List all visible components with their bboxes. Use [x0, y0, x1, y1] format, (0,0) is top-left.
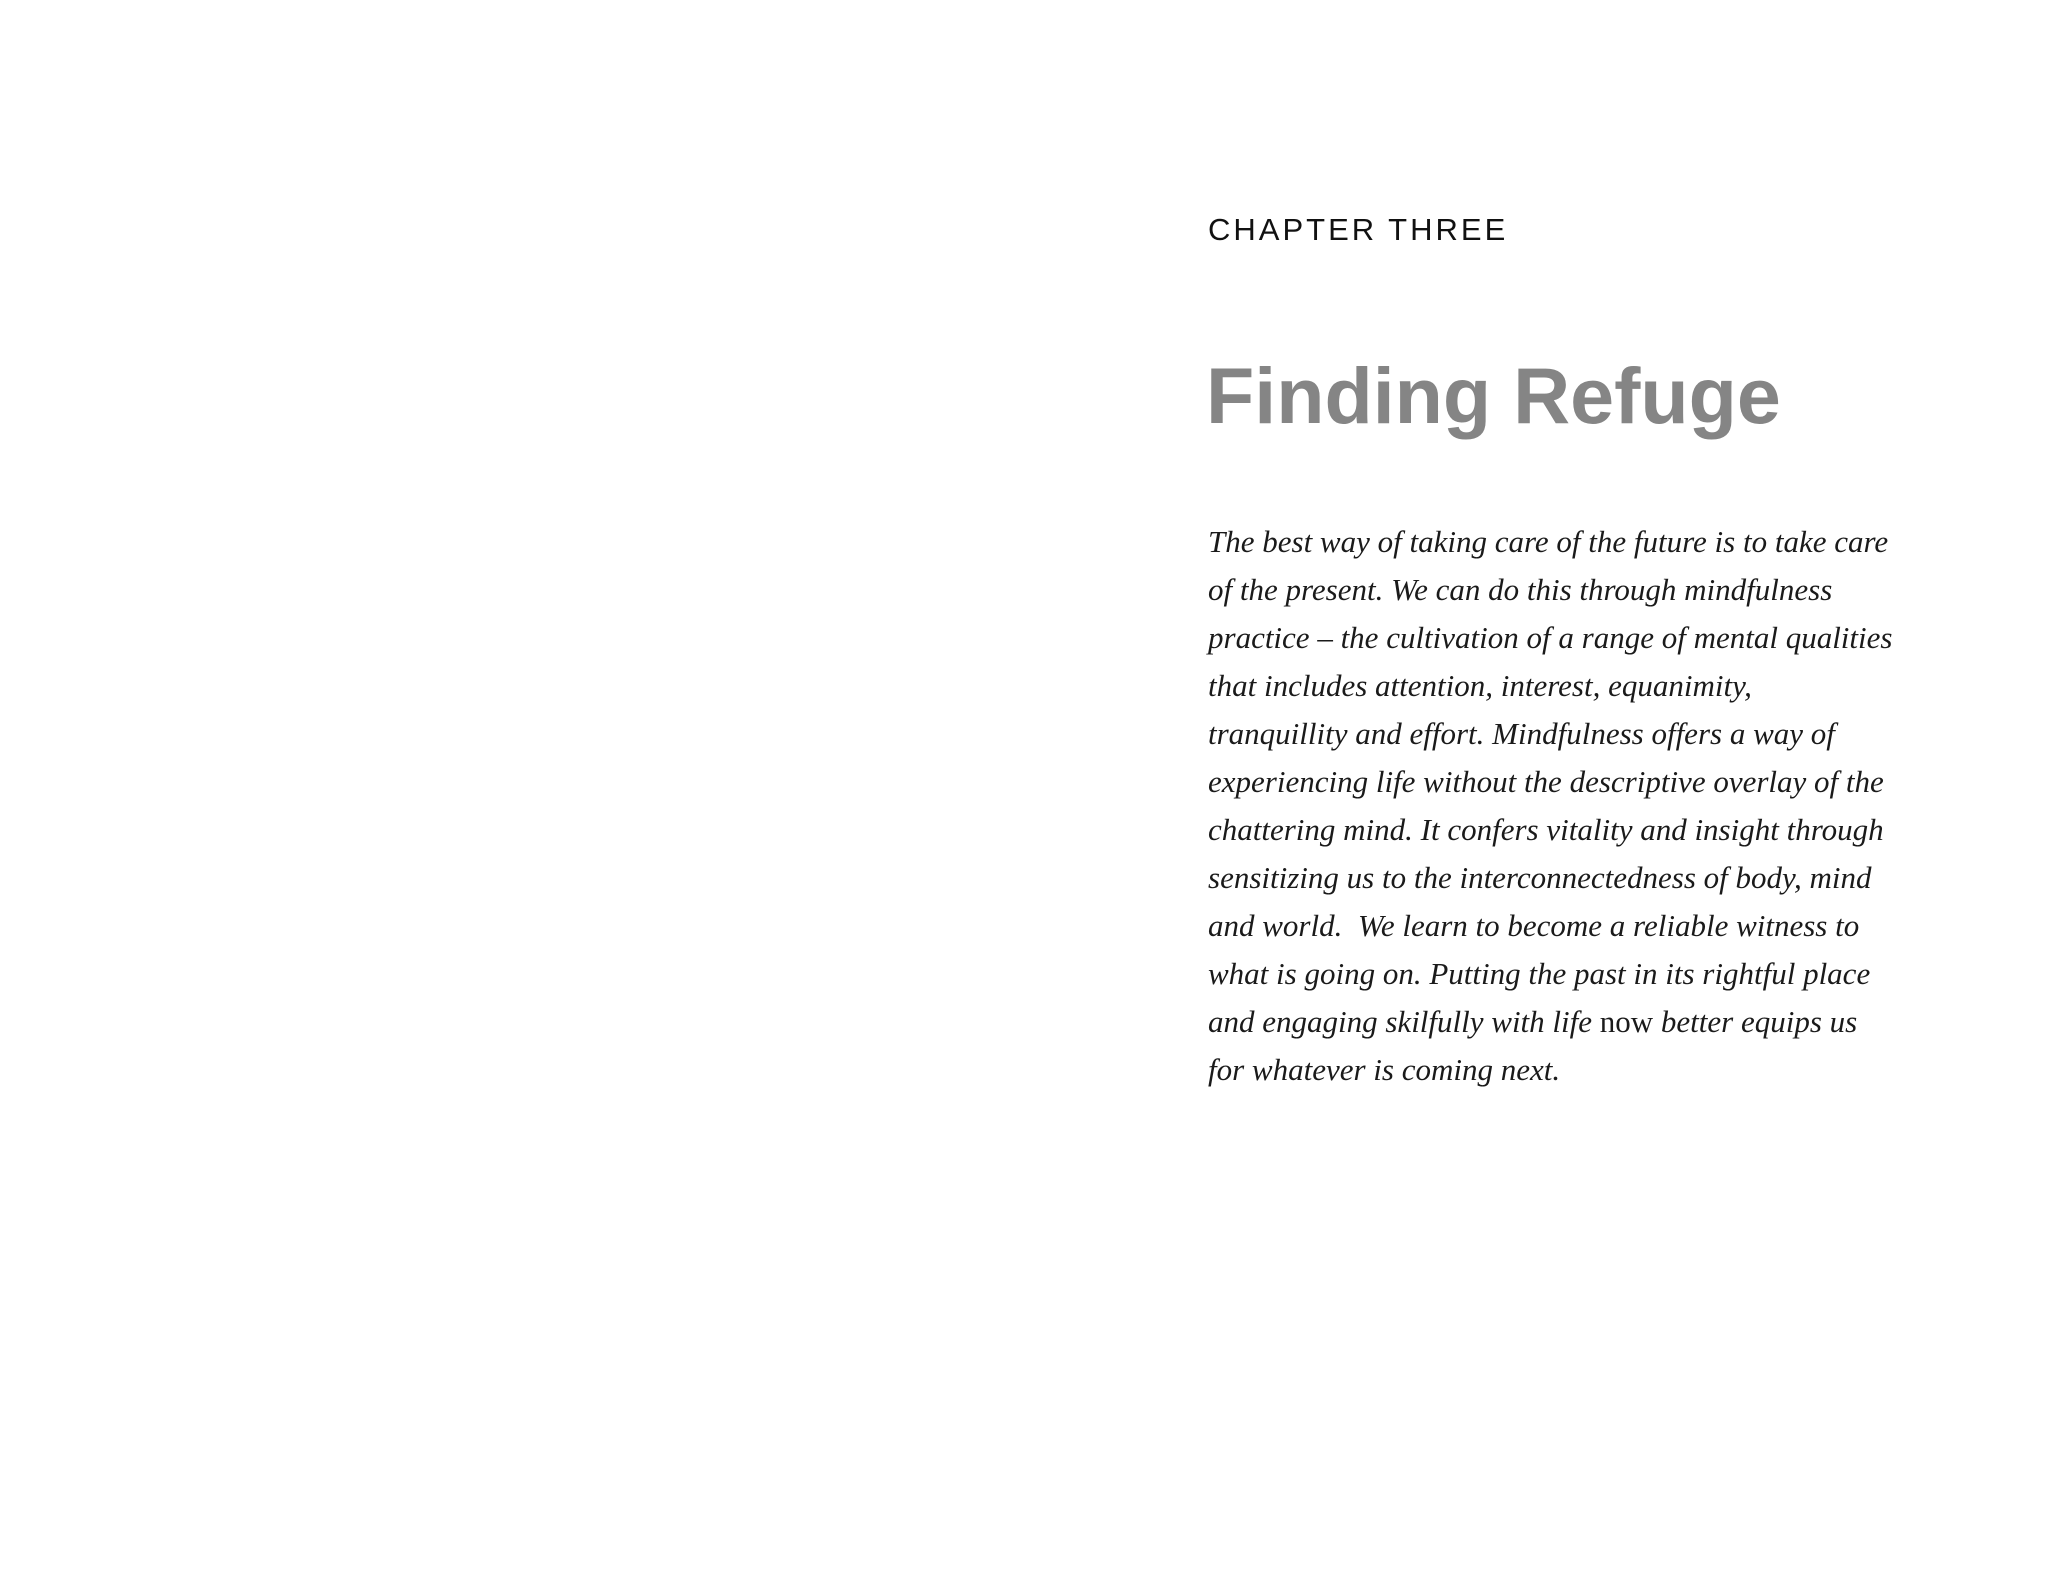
epigraph-line: sensitizing us to the interconnectedness of body, mind — [1208, 860, 1872, 895]
epigraph-text: better equips us — [1653, 1004, 1858, 1039]
chapter-title: Finding Refuge — [1206, 351, 1781, 440]
epigraph-line: tranquillity and effort. Mindfulness offers a way of — [1208, 716, 1835, 751]
emphasis-word: now — [1599, 1004, 1654, 1039]
epigraph-line: of the present. We can do this through mindfulness — [1208, 572, 1833, 607]
epigraph-line: what is going on. Putting the past in its rightful place — [1208, 956, 1871, 991]
epigraph-line — [1208, 998, 1928, 1046]
epigraph-line: practice – the cultivation of a range of mental qualities — [1208, 620, 1893, 655]
epigraph-line: for whatever is coming next. — [1208, 1052, 1561, 1087]
epigraph-line: chattering mind. It confers vitality and insight through — [1208, 812, 1884, 847]
epigraph-text: and engaging skilfully with life — [1208, 1004, 1600, 1039]
epigraph-line: The best way of taking care of the future is to take care — [1208, 524, 1889, 559]
chapter-label: CHAPTER THREE — [1208, 212, 1509, 247]
right-page — [1024, 0, 2048, 1572]
epigraph-line: experiencing life without the descriptive overlay of the — [1208, 764, 1884, 799]
chapter-epigraph — [1208, 518, 1928, 1094]
epigraph-line: and world. We learn to become a reliable witness to — [1208, 908, 1860, 943]
epigraph-line: that includes attention, interest, equanimity, — [1208, 668, 1752, 703]
